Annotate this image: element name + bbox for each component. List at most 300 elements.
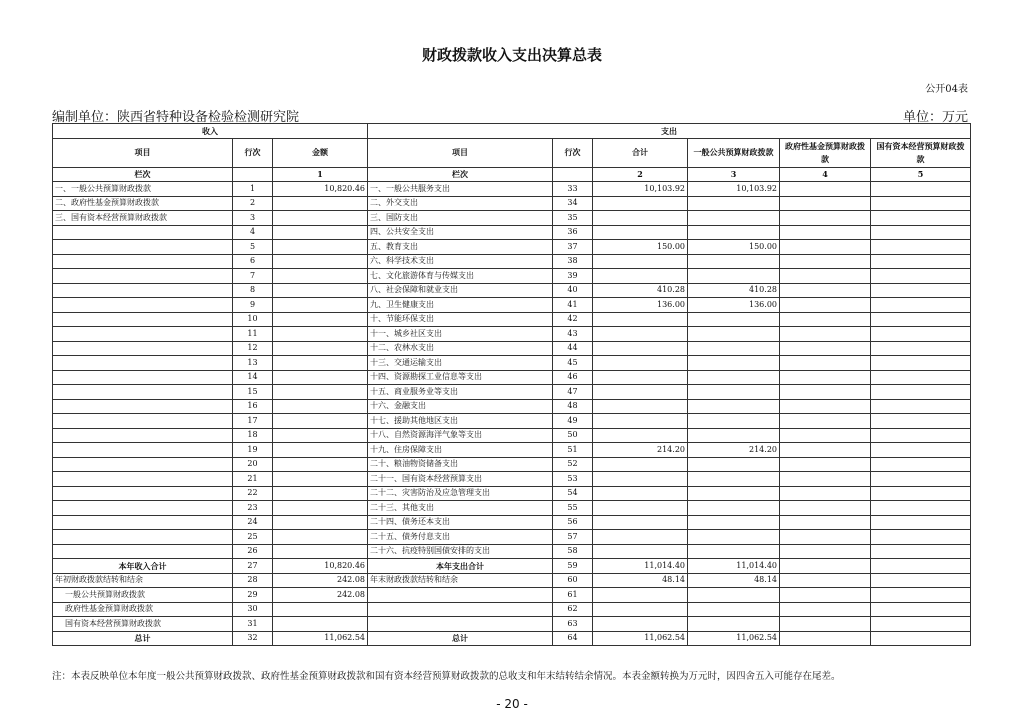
summary-row bbox=[53, 631, 971, 646]
income-item bbox=[53, 544, 233, 559]
income-line-no: 25 bbox=[233, 530, 273, 545]
income-item: 三、国有资本经营预算财政拨款 bbox=[53, 211, 233, 226]
income-amount bbox=[273, 283, 368, 298]
income-amount bbox=[273, 312, 368, 327]
income-line-no: 3 bbox=[233, 211, 273, 226]
expense-line-no: 55 bbox=[553, 501, 593, 516]
reporting-unit: 编制单位：陕西省特种设备检验检测研究院 bbox=[52, 110, 300, 125]
expense-total bbox=[593, 211, 688, 226]
expense-item: 十八、自然资源海洋气象等支出 bbox=[368, 428, 553, 443]
income-line-no: 17 bbox=[233, 414, 273, 429]
expense-total bbox=[593, 428, 688, 443]
expense-item: 二、外交支出 bbox=[368, 196, 553, 211]
fund-budget-value bbox=[780, 559, 871, 574]
expense-line-no: 47 bbox=[553, 385, 593, 400]
expense-total bbox=[593, 486, 688, 501]
table-row bbox=[53, 515, 971, 530]
fund-budget-value bbox=[780, 312, 871, 327]
amount-header: 金额 bbox=[273, 138, 368, 167]
income-amount: 10,820.46 bbox=[273, 559, 368, 574]
expense-line-no: 54 bbox=[553, 486, 593, 501]
state-capital-value bbox=[871, 298, 971, 313]
income-line-no: 24 bbox=[233, 515, 273, 530]
income-amount bbox=[273, 240, 368, 255]
blank-cell bbox=[233, 167, 273, 182]
fund-budget-value bbox=[780, 196, 871, 211]
summary-row bbox=[53, 617, 971, 632]
income-amount: 242.08 bbox=[273, 588, 368, 603]
expense-total bbox=[593, 196, 688, 211]
expense-item: 十五、商业服务业等支出 bbox=[368, 385, 553, 400]
income-item: 总计 bbox=[53, 631, 233, 646]
expense-total: 11,014.40 bbox=[593, 559, 688, 574]
col-number: 2 bbox=[593, 167, 688, 182]
fund-budget-value bbox=[780, 472, 871, 487]
income-amount bbox=[273, 617, 368, 632]
general-budget-value bbox=[688, 544, 780, 559]
income-item bbox=[53, 356, 233, 371]
general-budget-value: 136.00 bbox=[688, 298, 780, 313]
general-budget-value bbox=[688, 254, 780, 269]
expense-line-no: 57 bbox=[553, 530, 593, 545]
income-amount bbox=[273, 225, 368, 240]
general-budget-value: 11,062.54 bbox=[688, 631, 780, 646]
general-budget-value bbox=[688, 428, 780, 443]
state-capital-value bbox=[871, 341, 971, 356]
income-amount bbox=[273, 327, 368, 342]
state-capital-value bbox=[871, 428, 971, 443]
income-item bbox=[53, 530, 233, 545]
income-amount bbox=[273, 443, 368, 458]
expense-item: 十四、资源勘探工业信息等支出 bbox=[368, 370, 553, 385]
fund-budget-value bbox=[780, 428, 871, 443]
expense-total bbox=[593, 385, 688, 400]
expense-line-no: 50 bbox=[553, 428, 593, 443]
income-amount bbox=[273, 370, 368, 385]
income-line-no: 14 bbox=[233, 370, 273, 385]
state-capital-value bbox=[871, 631, 971, 646]
income-item bbox=[53, 486, 233, 501]
table-row bbox=[53, 283, 971, 298]
fund-budget-value bbox=[780, 501, 871, 516]
fund-budget-value bbox=[780, 240, 871, 255]
income-item bbox=[53, 457, 233, 472]
state-capital-value bbox=[871, 457, 971, 472]
fund-budget-value bbox=[780, 327, 871, 342]
income-amount bbox=[273, 196, 368, 211]
income-amount bbox=[273, 530, 368, 545]
general-budget-value bbox=[688, 312, 780, 327]
fund-budget-value bbox=[780, 617, 871, 632]
total-header: 合计 bbox=[593, 138, 688, 167]
fund-budget-value bbox=[780, 225, 871, 240]
table-row bbox=[53, 501, 971, 516]
fund-budget-value bbox=[780, 544, 871, 559]
fund-budget-value bbox=[780, 515, 871, 530]
general-budget-value bbox=[688, 602, 780, 617]
expense-total bbox=[593, 225, 688, 240]
income-item bbox=[53, 399, 233, 414]
expense-line-no: 37 bbox=[553, 240, 593, 255]
income-item bbox=[53, 327, 233, 342]
table-row bbox=[53, 414, 971, 429]
summary-row bbox=[53, 602, 971, 617]
income-amount: 10,820.46 bbox=[273, 182, 368, 197]
col-number: 3 bbox=[688, 167, 780, 182]
state-capital-value bbox=[871, 573, 971, 588]
income-line-no: 29 bbox=[233, 588, 273, 603]
income-item bbox=[53, 312, 233, 327]
state-capital-value bbox=[871, 617, 971, 632]
expense-line-no-header: 行次 bbox=[553, 138, 593, 167]
income-amount bbox=[273, 414, 368, 429]
header-row-1 bbox=[53, 124, 971, 139]
general-budget-value bbox=[688, 486, 780, 501]
table-row bbox=[53, 254, 971, 269]
income-line-no: 6 bbox=[233, 254, 273, 269]
income-line-no: 4 bbox=[233, 225, 273, 240]
expense-line-no: 45 bbox=[553, 356, 593, 371]
expense-item: 二十一、国有资本经营预算支出 bbox=[368, 472, 553, 487]
table-row bbox=[53, 385, 971, 400]
expense-line-no: 46 bbox=[553, 370, 593, 385]
income-line-no: 9 bbox=[233, 298, 273, 313]
col-label: 栏次 bbox=[53, 167, 233, 182]
general-budget-value: 214.20 bbox=[688, 443, 780, 458]
form-code: 公开04表 bbox=[925, 84, 968, 95]
income-amount bbox=[273, 254, 368, 269]
income-line-no: 11 bbox=[233, 327, 273, 342]
expense-total: 136.00 bbox=[593, 298, 688, 313]
expense-total bbox=[593, 501, 688, 516]
expense-item: 十一、城乡社区支出 bbox=[368, 327, 553, 342]
income-line-no: 18 bbox=[233, 428, 273, 443]
expense-line-no: 53 bbox=[553, 472, 593, 487]
page-number: - 20 - bbox=[496, 697, 528, 711]
table-row bbox=[53, 486, 971, 501]
income-amount bbox=[273, 341, 368, 356]
fund-budget-value bbox=[780, 356, 871, 371]
general-budget-value bbox=[688, 617, 780, 632]
general-budget-value bbox=[688, 515, 780, 530]
report-title: 财政拨款收入支出决算总表 bbox=[421, 46, 602, 64]
general-budget-value bbox=[688, 341, 780, 356]
expense-total: 150.00 bbox=[593, 240, 688, 255]
income-header: 收入 bbox=[53, 124, 368, 139]
income-line-no: 26 bbox=[233, 544, 273, 559]
expense-item: 总计 bbox=[368, 631, 553, 646]
expense-total: 410.28 bbox=[593, 283, 688, 298]
state-capital-value bbox=[871, 588, 971, 603]
state-capital-value bbox=[871, 196, 971, 211]
fund-budget-value bbox=[780, 530, 871, 545]
table-row bbox=[53, 312, 971, 327]
expense-line-no: 62 bbox=[553, 602, 593, 617]
fund-budget-value bbox=[780, 370, 871, 385]
general-budget-value: 150.00 bbox=[688, 240, 780, 255]
expense-total bbox=[593, 602, 688, 617]
general-budget-value: 48.14 bbox=[688, 573, 780, 588]
expense-line-no: 40 bbox=[553, 283, 593, 298]
expense-item: 十九、住房保障支出 bbox=[368, 443, 553, 458]
expense-item: 十七、援助其他地区支出 bbox=[368, 414, 553, 429]
fund-budget-value bbox=[780, 254, 871, 269]
income-line-no: 13 bbox=[233, 356, 273, 371]
income-item bbox=[53, 515, 233, 530]
table-row bbox=[53, 211, 971, 226]
expense-line-no: 64 bbox=[553, 631, 593, 646]
state-capital-value bbox=[871, 602, 971, 617]
expense-line-no: 34 bbox=[553, 196, 593, 211]
general-budget-value bbox=[688, 211, 780, 226]
income-line-no: 27 bbox=[233, 559, 273, 574]
expense-line-no: 58 bbox=[553, 544, 593, 559]
expense-item: 年末财政拨款结转和结余 bbox=[368, 573, 553, 588]
income-item bbox=[53, 472, 233, 487]
income-amount bbox=[273, 472, 368, 487]
col-number: 5 bbox=[871, 167, 971, 182]
state-capital-value bbox=[871, 399, 971, 414]
fund-budget-header: 政府性基金预算财政拨款 bbox=[780, 138, 871, 167]
fund-budget-value bbox=[780, 211, 871, 226]
expense-total bbox=[593, 312, 688, 327]
table-row bbox=[53, 196, 971, 211]
expense-total bbox=[593, 341, 688, 356]
income-line-no: 30 bbox=[233, 602, 273, 617]
fund-budget-value bbox=[780, 573, 871, 588]
fund-budget-value bbox=[780, 457, 871, 472]
expense-item: 十六、金融支出 bbox=[368, 399, 553, 414]
expense-line-no: 59 bbox=[553, 559, 593, 574]
expense-line-no: 33 bbox=[553, 182, 593, 197]
general-budget-value bbox=[688, 457, 780, 472]
income-amount bbox=[273, 501, 368, 516]
state-capital-value bbox=[871, 182, 971, 197]
expense-total bbox=[593, 370, 688, 385]
state-capital-value bbox=[871, 515, 971, 530]
income-line-no: 16 bbox=[233, 399, 273, 414]
income-line-no: 2 bbox=[233, 196, 273, 211]
expense-total bbox=[593, 414, 688, 429]
expense-line-no: 44 bbox=[553, 341, 593, 356]
income-item bbox=[53, 428, 233, 443]
income-amount bbox=[273, 515, 368, 530]
expense-item: 四、公共安全支出 bbox=[368, 225, 553, 240]
income-line-no: 21 bbox=[233, 472, 273, 487]
fund-budget-value bbox=[780, 631, 871, 646]
income-item: 一般公共预算财政拨款 bbox=[53, 588, 233, 603]
income-item bbox=[53, 225, 233, 240]
fund-budget-value bbox=[780, 269, 871, 284]
state-capital-value bbox=[871, 211, 971, 226]
expense-total bbox=[593, 269, 688, 284]
expense-total bbox=[593, 356, 688, 371]
table-row bbox=[53, 240, 971, 255]
income-item: 本年收入合计 bbox=[53, 559, 233, 574]
general-budget-value bbox=[688, 356, 780, 371]
expense-total: 10,103.92 bbox=[593, 182, 688, 197]
table-row bbox=[53, 327, 971, 342]
table-row bbox=[53, 269, 971, 284]
state-capital-value bbox=[871, 443, 971, 458]
expense-item: 二十四、债务还本支出 bbox=[368, 515, 553, 530]
income-amount bbox=[273, 385, 368, 400]
income-amount bbox=[273, 356, 368, 371]
general-budget-value bbox=[688, 269, 780, 284]
expense-total bbox=[593, 327, 688, 342]
income-line-no: 19 bbox=[233, 443, 273, 458]
expense-item: 五、教育支出 bbox=[368, 240, 553, 255]
income-amount bbox=[273, 428, 368, 443]
expense-total bbox=[593, 588, 688, 603]
income-item: 政府性基金预算财政拨款 bbox=[53, 602, 233, 617]
expense-total bbox=[593, 254, 688, 269]
state-capital-value bbox=[871, 327, 971, 342]
income-amount bbox=[273, 399, 368, 414]
income-line-no: 1 bbox=[233, 182, 273, 197]
state-capital-value bbox=[871, 312, 971, 327]
expense-line-no: 38 bbox=[553, 254, 593, 269]
fund-budget-value bbox=[780, 385, 871, 400]
expense-line-no: 51 bbox=[553, 443, 593, 458]
state-capital-value bbox=[871, 283, 971, 298]
state-capital-value bbox=[871, 472, 971, 487]
expense-line-no: 61 bbox=[553, 588, 593, 603]
state-capital-value bbox=[871, 356, 971, 371]
expense-total: 214.20 bbox=[593, 443, 688, 458]
table-row bbox=[53, 399, 971, 414]
fund-budget-value bbox=[780, 341, 871, 356]
income-item bbox=[53, 443, 233, 458]
general-budget-header: 一般公共预算财政拨款 bbox=[688, 138, 780, 167]
general-budget-value bbox=[688, 588, 780, 603]
summary-row bbox=[53, 559, 971, 574]
income-item bbox=[53, 501, 233, 516]
fund-budget-value bbox=[780, 283, 871, 298]
table-row bbox=[53, 544, 971, 559]
income-line-no: 5 bbox=[233, 240, 273, 255]
state-capital-value bbox=[871, 530, 971, 545]
line-no-header: 行次 bbox=[233, 138, 273, 167]
expense-item: 九、卫生健康支出 bbox=[368, 298, 553, 313]
income-item bbox=[53, 385, 233, 400]
fund-budget-value bbox=[780, 298, 871, 313]
income-item bbox=[53, 298, 233, 313]
expense-item: 二十三、其他支出 bbox=[368, 501, 553, 516]
income-line-no: 28 bbox=[233, 573, 273, 588]
income-item: 年初财政拨款结转和结余 bbox=[53, 573, 233, 588]
expense-item: 二十五、债务付息支出 bbox=[368, 530, 553, 545]
table-row bbox=[53, 530, 971, 545]
general-budget-value bbox=[688, 327, 780, 342]
table-row bbox=[53, 341, 971, 356]
expense-item: 七、文化旅游体育与传媒支出 bbox=[368, 269, 553, 284]
header-row-2 bbox=[53, 138, 971, 167]
table-row bbox=[53, 472, 971, 487]
expense-header: 支出 bbox=[368, 124, 971, 139]
income-item bbox=[53, 283, 233, 298]
general-budget-value: 11,014.40 bbox=[688, 559, 780, 574]
state-capital-value bbox=[871, 414, 971, 429]
fund-budget-value bbox=[780, 399, 871, 414]
expense-line-no: 42 bbox=[553, 312, 593, 327]
income-item: 一、一般公共预算财政拨款 bbox=[53, 182, 233, 197]
fund-budget-value bbox=[780, 414, 871, 429]
expense-line-no: 41 bbox=[553, 298, 593, 313]
fund-budget-value bbox=[780, 443, 871, 458]
income-amount bbox=[273, 602, 368, 617]
summary-row bbox=[53, 573, 971, 588]
expense-total bbox=[593, 515, 688, 530]
table-row bbox=[53, 370, 971, 385]
general-budget-value bbox=[688, 530, 780, 545]
income-line-no: 10 bbox=[233, 312, 273, 327]
general-budget-value bbox=[688, 385, 780, 400]
income-item: 二、政府性基金预算财政拨款 bbox=[53, 196, 233, 211]
expense-item-header: 项目 bbox=[368, 138, 553, 167]
general-budget-value bbox=[688, 399, 780, 414]
income-item bbox=[53, 254, 233, 269]
expense-total bbox=[593, 472, 688, 487]
expense-item: 二十二、灾害防治及应急管理支出 bbox=[368, 486, 553, 501]
expense-total: 11,062.54 bbox=[593, 631, 688, 646]
expense-line-no: 52 bbox=[553, 457, 593, 472]
fund-budget-value bbox=[780, 588, 871, 603]
col-number: 4 bbox=[780, 167, 871, 182]
expense-line-no: 39 bbox=[553, 269, 593, 284]
table-row bbox=[53, 457, 971, 472]
state-capital-value bbox=[871, 385, 971, 400]
general-budget-value bbox=[688, 196, 780, 211]
income-line-no: 31 bbox=[233, 617, 273, 632]
income-line-no: 15 bbox=[233, 385, 273, 400]
income-line-no: 32 bbox=[233, 631, 273, 646]
state-capital-value bbox=[871, 486, 971, 501]
blank-cell bbox=[553, 167, 593, 182]
expense-item: 八、社会保障和就业支出 bbox=[368, 283, 553, 298]
expense-item: 一、一般公共服务支出 bbox=[368, 182, 553, 197]
state-capital-value bbox=[871, 501, 971, 516]
table-row bbox=[53, 428, 971, 443]
money-unit: 单位：万元 bbox=[902, 110, 968, 125]
income-line-no: 8 bbox=[233, 283, 273, 298]
expense-item: 六、科学技术支出 bbox=[368, 254, 553, 269]
expense-item: 三、国防支出 bbox=[368, 211, 553, 226]
expense-item: 十二、农林水支出 bbox=[368, 341, 553, 356]
income-line-no: 12 bbox=[233, 341, 273, 356]
expense-item: 十、节能环保支出 bbox=[368, 312, 553, 327]
table-row bbox=[53, 225, 971, 240]
expense-line-no: 49 bbox=[553, 414, 593, 429]
general-budget-value bbox=[688, 472, 780, 487]
col-label: 栏次 bbox=[368, 167, 553, 182]
income-amount bbox=[273, 269, 368, 284]
income-item bbox=[53, 370, 233, 385]
state-capital-value bbox=[871, 544, 971, 559]
income-item bbox=[53, 341, 233, 356]
general-budget-value: 10,103.92 bbox=[688, 182, 780, 197]
income-amount: 242.08 bbox=[273, 573, 368, 588]
state-capital-value bbox=[871, 225, 971, 240]
income-item bbox=[53, 269, 233, 284]
expense-line-no: 43 bbox=[553, 327, 593, 342]
expense-total bbox=[593, 544, 688, 559]
fiscal-summary-table bbox=[52, 123, 971, 646]
state-capital-value bbox=[871, 254, 971, 269]
table-row bbox=[53, 356, 971, 371]
expense-line-no: 56 bbox=[553, 515, 593, 530]
expense-item bbox=[368, 617, 553, 632]
